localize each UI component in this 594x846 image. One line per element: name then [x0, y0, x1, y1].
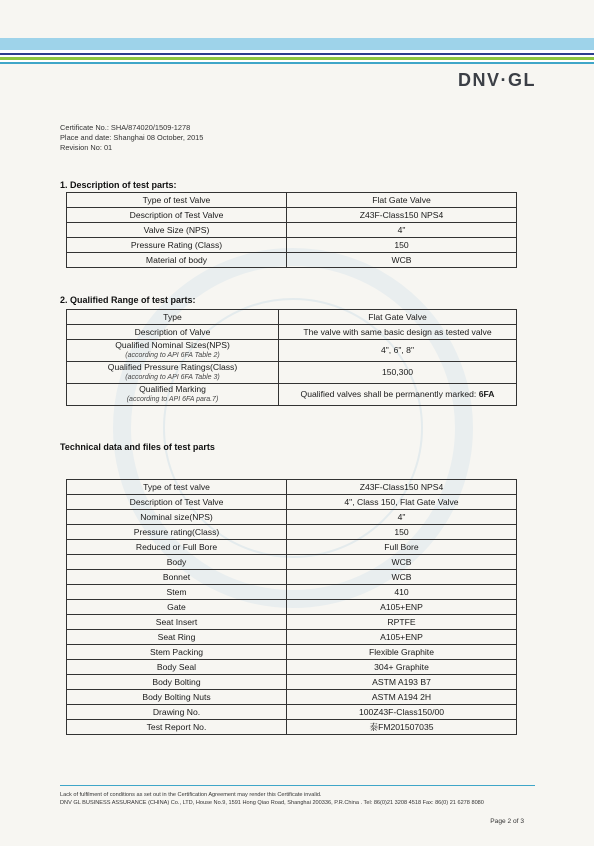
table-row — [67, 495, 517, 510]
row-value: WCB — [287, 555, 517, 570]
table-row — [67, 238, 517, 253]
table-row — [67, 720, 517, 735]
row-label: Nominal size(NPS) — [67, 510, 287, 525]
table-row — [67, 310, 517, 325]
row-value: 150 — [287, 525, 517, 540]
table-row — [67, 253, 517, 268]
technical-data-table — [66, 479, 517, 735]
row-value: A105+ENP — [287, 630, 517, 645]
row-value: A105+ENP — [287, 600, 517, 615]
table-row — [67, 660, 517, 675]
dnv-gl-logo: DNV·GL — [458, 70, 536, 90]
row-value: 410 — [287, 585, 517, 600]
row-label: Stem Packing — [67, 645, 287, 660]
row-value: WCB — [287, 253, 517, 268]
marking-value-cell — [279, 384, 517, 406]
row-label: Pressure rating(Class) — [67, 525, 287, 540]
ratings-label: Qualified Pressure Ratings(Class) — [107, 362, 238, 372]
type-label: Type — [67, 310, 279, 325]
certificate-meta — [60, 123, 203, 153]
page-number: Page 2 of 3 — [490, 818, 524, 825]
table-row — [67, 384, 517, 406]
row-label: Body Bolting Nuts — [67, 690, 287, 705]
row-label: Pressure Rating (Class) — [67, 238, 287, 253]
row-value: RPTFE — [287, 615, 517, 630]
ratings-note: (according to API 6FA Table 3) — [125, 373, 220, 381]
ratings-label-cell — [67, 362, 279, 384]
table-row — [67, 223, 517, 238]
row-value: 100Z43F-Class150/00 — [287, 705, 517, 720]
table-row — [67, 480, 517, 495]
test-parts-table — [66, 192, 517, 268]
row-value: 4" — [287, 510, 517, 525]
row-label: Material of body — [67, 253, 287, 268]
section1-title: 1. Description of test parts: — [60, 180, 177, 190]
footer — [60, 791, 530, 807]
row-label: Body Seal — [67, 660, 287, 675]
row-value: Z43F-Class150 NPS4 — [287, 480, 517, 495]
row-label: Test Report No. — [67, 720, 287, 735]
row-label: Description of Test Valve — [67, 495, 287, 510]
row-label: Valve Size (NPS) — [67, 223, 287, 238]
table-row — [67, 540, 517, 555]
section3-title: Technical data and files of test parts — [60, 442, 215, 452]
row-value: ASTM A194 2H — [287, 690, 517, 705]
row-value: ASTM A193 B7 — [287, 675, 517, 690]
table-row — [67, 193, 517, 208]
table-row — [67, 630, 517, 645]
description-label: Description of Valve — [67, 325, 279, 340]
table-row — [67, 600, 517, 615]
table-row — [67, 525, 517, 540]
qualified-range-table — [66, 309, 517, 406]
row-value: Z43F-Class150 NPS4 — [287, 208, 517, 223]
row-label: Reduced or Full Bore — [67, 540, 287, 555]
row-value: Flexible Graphite — [287, 645, 517, 660]
row-value: 4" — [287, 223, 517, 238]
row-value: Flat Gate Valve — [287, 193, 517, 208]
sizes-value: 4", 6", 8" — [279, 340, 517, 362]
footer-divider — [60, 785, 535, 786]
row-label: Seat Insert — [67, 615, 287, 630]
row-label: Stem — [67, 585, 287, 600]
row-label: Bonnet — [67, 570, 287, 585]
marking-value: Qualified valves shall be permanently marked: — [300, 388, 479, 399]
type-value: Flat Gate Valve — [279, 310, 517, 325]
description-value: The valve with same basic design as tested valve — [279, 325, 517, 340]
footer-disclaimer: Lack of fulfilment of conditions as set out in the Certification Agreement may render this Certificate invalid. — [60, 792, 322, 798]
table-row — [67, 675, 517, 690]
table-row — [67, 510, 517, 525]
table-row — [67, 645, 517, 660]
section2-title: 2. Qualified Range of test parts: — [60, 295, 196, 305]
row-label: Body — [67, 555, 287, 570]
row-label: Body Bolting — [67, 675, 287, 690]
table-row — [67, 208, 517, 223]
row-label: Gate — [67, 600, 287, 615]
table-row — [67, 325, 517, 340]
header-stripes — [0, 38, 594, 64]
table-row — [67, 615, 517, 630]
sizes-label: Qualified Nominal Sizes(NPS) — [115, 340, 230, 350]
table-row — [67, 705, 517, 720]
table-row — [67, 340, 517, 362]
row-value: 泰FM201507035 — [287, 720, 517, 735]
row-value: 150 — [287, 238, 517, 253]
row-value: Full Bore — [287, 540, 517, 555]
row-label: Description of Test Valve — [67, 208, 287, 223]
row-value: WCB — [287, 570, 517, 585]
row-label: Seat Ring — [67, 630, 287, 645]
row-value: 4", Class 150, Flat Gate Valve — [287, 495, 517, 510]
row-value: 304+ Graphite — [287, 660, 517, 675]
sizes-note: (according to API 6FA Table 2) — [125, 351, 220, 359]
table-row — [67, 585, 517, 600]
table-row — [67, 555, 517, 570]
table-row — [67, 690, 517, 705]
footer-address: DNV GL BUSINESS ASSURANCE (CHINA) Co., LTD, House No.9, 1591 Hong Qiao Road, Shanghai 200336, P.R.China . Tel: 86(0)21 3208 4518 Fax: 86(0) 21 6278 8080 — [60, 800, 484, 806]
place-and-date: Place and date: Shanghai 08 October, 2015 — [60, 133, 204, 142]
marking-label: Qualified Marking — [139, 384, 206, 394]
sizes-label-cell — [67, 340, 279, 362]
marking-note: (according to API 6FA para.7) — [126, 395, 219, 403]
marking-code: 6FA — [478, 388, 495, 399]
certificate-number: Certificate No.: SHA/874020/1509-1278 — [60, 123, 191, 132]
ratings-value: 150,300 — [279, 362, 517, 384]
marking-label-cell — [67, 384, 279, 406]
row-label: Drawing No. — [67, 705, 287, 720]
row-label: Type of test Valve — [67, 193, 287, 208]
table-row — [67, 362, 517, 384]
revision-number: Revision No: 01 — [60, 143, 113, 152]
row-label: Type of test valve — [67, 480, 287, 495]
table-row — [67, 570, 517, 585]
